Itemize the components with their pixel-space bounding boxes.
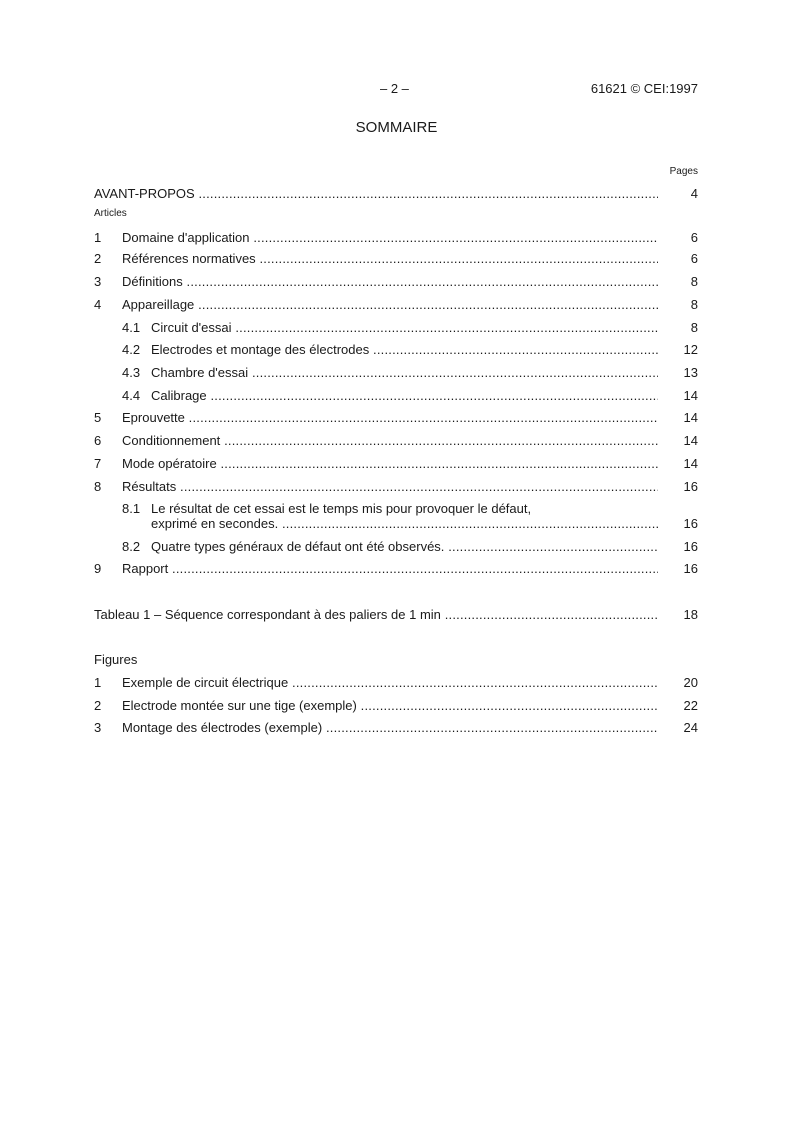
toc-entry-title: Tableau 1 – Séquence correspondant à des paliers de 1 min ..... [94, 607, 658, 623]
toc-entry[interactable] [94, 501, 698, 531]
toc-entry-text: Le résultat de cet essai est le temps mis pour provoquer le défaut, [151, 501, 532, 516]
toc-entry-page: 18 [683, 607, 698, 622]
toc-entry[interactable] [94, 698, 698, 714]
toc-entry-number: 4.2 [122, 342, 141, 357]
toc-entry-title: Chambre d'essai ..... [151, 365, 658, 381]
toc-entry-number: 1 [94, 230, 102, 245]
toc-entry-title: Circuit d'essai ..... [151, 320, 658, 336]
toc-entry-page: 20 [683, 675, 698, 690]
toc-entry-title: Appareillage ..... [122, 297, 658, 313]
toc-entry-page: 8 [690, 320, 698, 335]
toc-entry-title: Electrodes et montage des électrodes ..... [151, 342, 658, 358]
toc-entry-title: Résultats ..... [122, 479, 658, 495]
toc-entry-title: Calibrage ..... [151, 388, 658, 404]
toc-entry-number: 9 [94, 561, 102, 576]
toc-entry-page: 16 [683, 539, 698, 554]
toc-entry-title: Montage des électrodes (exemple) ..... [122, 720, 658, 736]
toc-entry-page: 16 [683, 479, 698, 494]
toc-entry-page: 6 [690, 251, 698, 266]
articles-label: Articles [94, 208, 127, 219]
toc-entry-page: 8 [690, 297, 698, 312]
toc-entry-page: 8 [690, 274, 698, 289]
toc-entry[interactable] [94, 274, 698, 290]
toc-entry-page: 14 [683, 456, 698, 471]
toc-entry-number: 5 [94, 410, 102, 425]
toc-entry-number: 4.1 [122, 320, 141, 335]
toc-entry-title: Conditionnement ..... [122, 433, 658, 449]
toc-entry[interactable] [94, 410, 698, 426]
toc-entry-page: 4 [690, 186, 698, 201]
toc-entry-number: 8.1 [122, 501, 141, 516]
figures-label: Figures [94, 652, 138, 667]
toc-entry-number: 8.2 [122, 539, 141, 554]
toc-entry-title: Rapport ..... [122, 561, 658, 577]
toc-entry[interactable] [94, 720, 698, 736]
toc-entry-page: 16 [683, 516, 698, 531]
toc-entry-number: 2 [94, 698, 102, 713]
toc-entry-number: 6 [94, 433, 102, 448]
toc-entry-page: 16 [683, 561, 698, 576]
toc-entry[interactable] [94, 433, 698, 449]
toc-entry-page: 14 [683, 388, 698, 403]
toc-entry-number: 3 [94, 720, 102, 735]
toc-entry[interactable] [94, 607, 698, 623]
page-number: – 2 – [380, 81, 409, 96]
toc-entry-number: 3 [94, 274, 102, 289]
toc-entry[interactable] [94, 320, 698, 336]
toc-entry-page: 14 [683, 433, 698, 448]
toc-entry-number: 4.3 [122, 365, 141, 380]
toc-entry[interactable] [94, 539, 698, 555]
toc-entry-title: Définitions ..... [122, 274, 658, 290]
toc-entry-title: AVANT-PROPOS ..... [94, 186, 658, 202]
toc-entry-page: 13 [683, 365, 698, 380]
toc-entry-title: Mode opératoire ..... [122, 456, 658, 472]
toc-entry[interactable] [94, 675, 698, 691]
toc-entry[interactable] [94, 230, 698, 246]
document-reference: 61621 © CEI:1997 [590, 81, 698, 96]
toc-entry-number: 2 [94, 251, 102, 266]
toc-entry[interactable] [94, 342, 698, 358]
toc-entry-title: Eprouvette ..... [122, 410, 658, 426]
toc-entry[interactable] [94, 186, 698, 202]
toc-entry-title: Références normatives ..... [122, 251, 658, 267]
toc-entry-number: 8 [94, 479, 102, 494]
toc-entry[interactable] [94, 456, 698, 472]
toc-entry-number: 4 [94, 297, 102, 312]
toc-entry[interactable] [94, 297, 698, 313]
toc-entry-page: 6 [690, 230, 698, 245]
toc-entry[interactable] [94, 561, 698, 577]
toc-entry-page: 14 [683, 410, 698, 425]
toc-entry[interactable] [94, 365, 698, 381]
toc-entry-title: Electrode montée sur une tige (exemple) ..... [122, 698, 658, 714]
toc-entry[interactable] [94, 388, 698, 404]
toc-entry-page: 22 [683, 698, 698, 713]
toc-entry-title: Exemple de circuit électrique ..... [122, 675, 658, 691]
toc-entry-number: 1 [94, 675, 102, 690]
toc-entry[interactable] [94, 479, 698, 495]
toc-entry-page: 24 [683, 720, 698, 735]
toc-entry[interactable] [94, 251, 698, 267]
page-title: SOMMAIRE [355, 119, 438, 136]
toc-entry-title: exprimé en secondes. ..... [151, 516, 658, 532]
toc-entry-page: 12 [683, 342, 698, 357]
toc-entry-number: 4.4 [122, 388, 141, 403]
toc-entry-number: 7 [94, 456, 102, 471]
toc-entry-title: Quatre types généraux de défaut ont été observés. ..... [151, 539, 658, 555]
toc-entry-title: Domaine d'application ..... [122, 230, 658, 246]
pages-label: Pages [669, 166, 698, 177]
